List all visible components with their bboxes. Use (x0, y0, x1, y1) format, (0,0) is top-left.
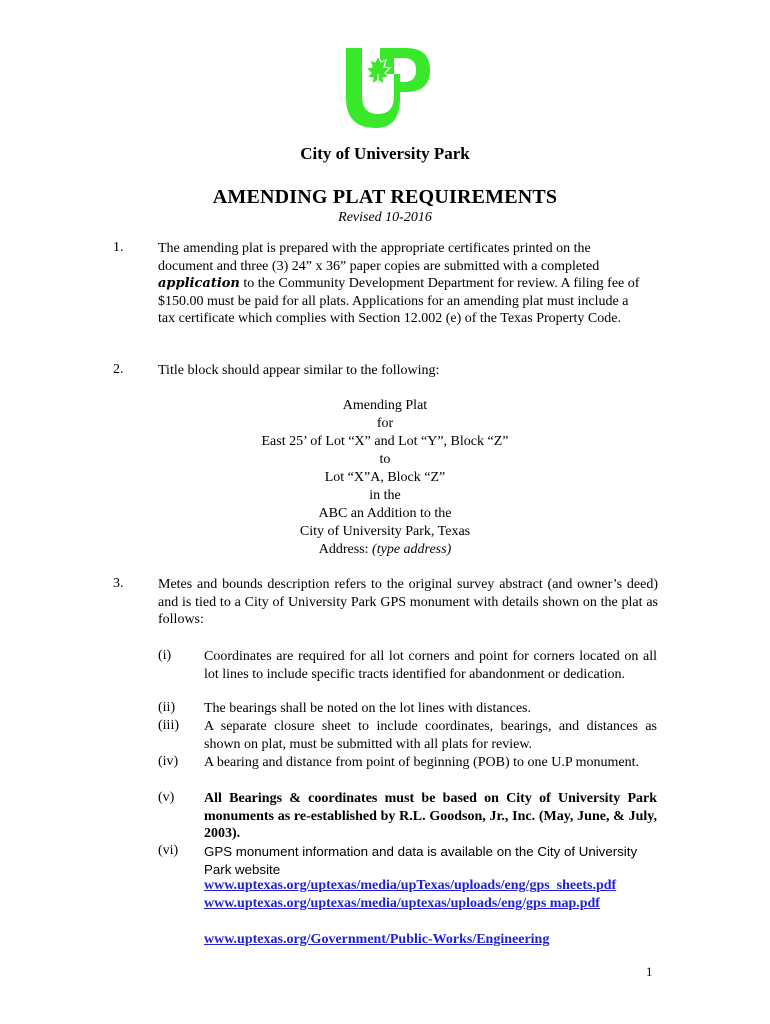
sub-item-text: A separate closure sheet to include coordinates, bearings, and distances as shown on plat, must be submitted with all plats for review. (204, 719, 657, 752)
revised-date: Revised 10-2016 (338, 210, 432, 225)
sub-item-text: The bearings shall be noted on the lot lines with distances. (204, 701, 531, 716)
page-number: 1 (646, 964, 653, 979)
sub-item-text: Coordinates are required for all lot corners and point for corners located on all lot lines to include specific tracts identified for abandonment or dedication. (204, 649, 657, 682)
item-2-text: Title block should appear similar to the following: (158, 363, 440, 378)
item-1-text (158, 240, 648, 328)
application-word: application (158, 276, 240, 291)
item-1-number: 1. (113, 240, 124, 255)
title-block-line: ABC an Addition to the (318, 506, 452, 521)
sub-item-text-bold: All Bearings & coordinates must be based on City of University Park monuments as re-established by R.L. Goodson, Jr., Inc. (May, June, & July, 2003). (204, 791, 657, 841)
gps-map-link[interactable]: www.uptexas.org/uptexas/media/uptexas/uploads/eng/gps map.pdf (204, 896, 600, 911)
document-title: AMENDING PLAT REQUIREMENTS (212, 186, 558, 208)
title-block-line: for (376, 416, 394, 431)
sub-item-number: (v) (158, 790, 175, 805)
title-block-line: to (379, 452, 391, 467)
sub-item-number: (ii) (158, 700, 176, 715)
sub-item-text: GPS monument information and data is available on the City of University Park website (204, 844, 638, 877)
item-3-text: Metes and bounds description refers to the original survey abstract (and owner’s deed) and is tied to a City of University Park GPS monument with details shown on the plat as follows: (158, 577, 658, 627)
item-1-text-after: to the Community Development Department for review. A filing fee of $150.00 must be paid for all plats. Applications for an amending plat must include a tax certificate which complies with Section 12.002 (e) of the Texas Property Code. (158, 276, 640, 326)
sub-item-number: (iv) (158, 754, 179, 769)
address-label: Address: (318, 542, 373, 557)
address-value: (type address) (372, 542, 452, 557)
sub-item-number: (iii) (158, 718, 179, 733)
title-block-address (0, 542, 770, 558)
title-block-line: in the (369, 488, 401, 503)
item-3-number: 3. (113, 576, 124, 591)
sub-item-number: (i) (158, 648, 172, 663)
city-name: City of University Park (300, 144, 470, 163)
title-block-line: City of University Park, Texas (299, 524, 471, 539)
engineering-link[interactable]: www.uptexas.org/Government/Public-Works/Engineering (204, 932, 550, 947)
item-2-number: 2. (113, 362, 124, 377)
gps-sheets-link[interactable]: www.uptexas.org/uptexas/media/upTexas/uploads/eng/gps_sheets.pdf (204, 878, 617, 893)
item-1-text-before: The amending plat is prepared with the appropriate certificates printed on the document and three (3) 24” x 36” paper copies are submitted with a completed (158, 241, 600, 274)
sub-item-text: A bearing and distance from point of beginning (POB) to one U.P monument. (204, 755, 639, 770)
sub-item-number: (vi) (158, 843, 179, 858)
title-block-line: Lot “X”A, Block “Z” (324, 470, 446, 485)
title-block-line: East 25’ of Lot “X” and Lot “Y”, Block “Z” (261, 434, 509, 449)
university-park-logo (340, 44, 432, 130)
title-block-line: Amending Plat (342, 398, 428, 413)
